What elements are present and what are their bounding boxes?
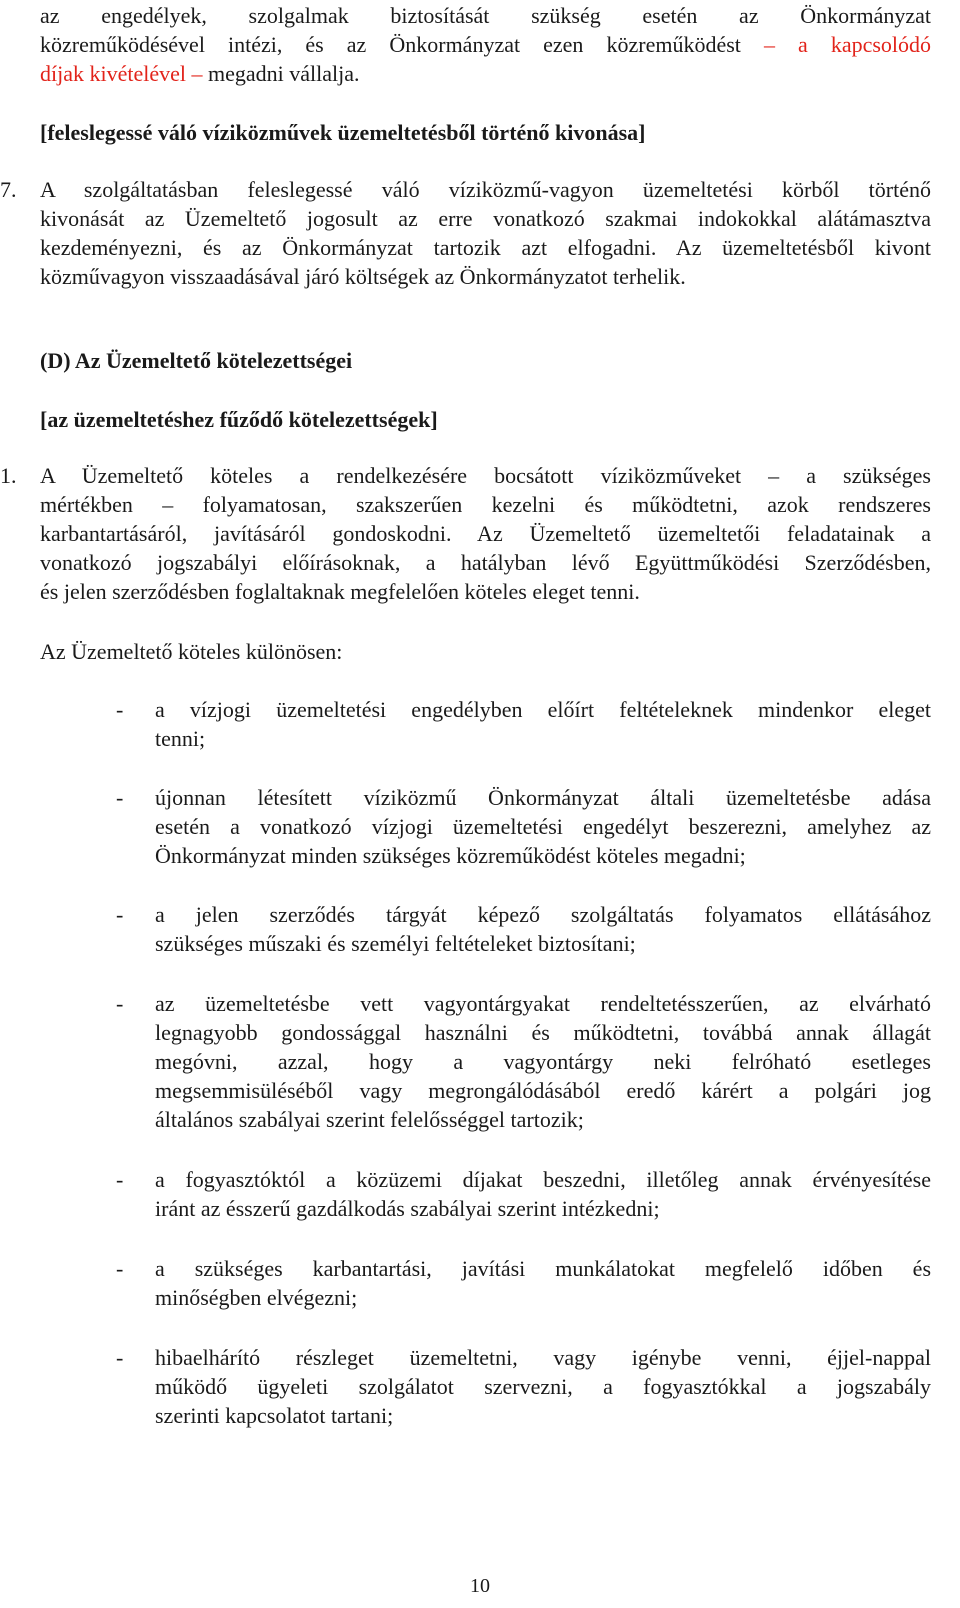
item-1-line-5: és jelen szerződésben foglaltaknak megfelelően köteles eleget tenni. [40, 579, 640, 604]
bullet-5-dash: - [116, 1167, 124, 1192]
bullet-4-line-2: legnagyobb gondossággal használni és működtetni, továbbá annak állagát [155, 1020, 931, 1045]
page-number: 10 [470, 1575, 490, 1597]
bullet-3-line-1: a jelen szerződés tárgyát képező szolgáltatás folyamatos ellátásához [155, 902, 931, 927]
bullet-7-line-3: szerinti kapcsolatot tartani; [155, 1403, 394, 1428]
bullet-7-line-2: működő ügyeleti szolgálatot szervezni, a fogyasztókkal a jogszabály [155, 1374, 931, 1399]
item-7-line-2: kivonását az Üzemeltető jogosult az erre vonatkozó szakmai indokokkal alátámasztva [40, 206, 931, 231]
intro-line-2-text: közreműködésével intézi, és az Önkormányzat ezen közreműködést [40, 32, 741, 57]
bullet-3-dash: - [116, 902, 124, 927]
section-d-title: (D) Az Üzemeltető kötelezettségei [40, 348, 353, 373]
item-7-line-4: közművagyon visszaadásával járó költségek az Önkormányzatot terhelik. [40, 264, 686, 289]
intro-line-2-red-text: – a kapcsolódó [763, 32, 932, 57]
bullet-4-line-5: általános szabályai szerint felelősséggel tartozik; [155, 1107, 584, 1132]
bullet-6-line-1: a szükséges karbantartási, javítási munkálatokat megfelelő időben és [155, 1256, 931, 1281]
bullet-2-dash: - [116, 785, 124, 810]
bullet-2-line-1: újonnan létesített víziközmű Önkormányzat általi üzemeltetésbe adása [155, 785, 931, 810]
bullet-1-line-1: a vízjogi üzemeltetési engedélyben előírt feltételeknek mindenkor eleget [155, 697, 931, 722]
bullet-3-line-2: szükséges műszaki és személyi feltételeket biztosítani; [155, 931, 636, 956]
bullet-5-line-2: iránt az ésszerű gazdálkodás szabályai szerint intézkedni; [155, 1196, 660, 1221]
bullet-2-line-3: Önkormányzat minden szükséges közreműködést köteles megadni; [155, 843, 746, 868]
intro-line-3-text: megadni vállalja. [208, 61, 360, 86]
intro-line-3-red-text: díjak kivételével – [40, 61, 203, 86]
item-7-line-3: kezdeményezni, és az Önkormányzat tartozik azt elfogadni. Az üzemeltetésből kivont [40, 235, 931, 260]
bullet-4-line-3: megóvni, azzal, hogy a vagyontárgy neki felróható esetleges [155, 1049, 931, 1074]
bullet-5-line-1: a fogyasztóktól a közüzemi díjakat beszedni, illetőleg annak érvényesítése [155, 1167, 931, 1192]
heading-removal: [feleslegessé váló víziközművek üzemeltetésből történő kivonása] [40, 120, 646, 145]
item-1-number: 1. [0, 463, 17, 488]
item-7-number: 7. [0, 177, 17, 202]
bullet-6-dash: - [116, 1256, 124, 1281]
item-1-line-3: karbantartásáról, javításáról gondoskodni. Az Üzemeltető üzemeltetői feladatainak a [40, 521, 931, 546]
item-1-line-1: A Üzemeltető köteles a rendelkezésére bocsátott víziközműveket – a szükséges [40, 463, 931, 488]
bullet-4-line-1: az üzemeltetésbe vett vagyontárgyakat rendeltetésszerűen, az elvárható [155, 991, 931, 1016]
bullet-4-line-4: megsemmisüléséből vagy megrongálódásából eredő kárért a polgári jog [155, 1078, 931, 1103]
section-d-subtitle: [az üzemeltetéshez fűződő kötelezettségek] [40, 407, 438, 432]
bullet-7-line-1: hibaelhárító részleget üzemeltetni, vagy igénybe venni, éjjel-nappal [155, 1345, 931, 1370]
bullet-1-line-2: tenni; [155, 726, 206, 751]
bullet-6-line-2: minőségben elvégezni; [155, 1285, 358, 1310]
especially-intro: Az Üzemeltető köteles különösen: [40, 639, 343, 664]
item-1-line-2: mértékben – folyamatosan, szakszerűen kezelni és működtetni, azok rendszeres [40, 492, 931, 517]
bullet-7-dash: - [116, 1345, 124, 1370]
bullet-1-dash: - [116, 697, 124, 722]
bullet-4-dash: - [116, 991, 124, 1016]
intro-line-1: az engedélyek, szolgalmak biztosítását szükség esetén az Önkormányzat [40, 3, 931, 28]
bullet-2-line-2: esetén a vonatkozó vízjogi üzemeltetési engedélyt beszerezni, amelyhez az [155, 814, 931, 839]
item-7-line-1: A szolgáltatásban feleslegessé váló víziközmű-vagyon üzemeltetési körből történő [40, 177, 931, 202]
intro-line-3 [40, 59, 360, 88]
item-1-line-4: vonatkozó jogszabályi előírásoknak, a hatályban lévő Együttműködési Szerződésben, [40, 550, 931, 575]
intro-line-2 [40, 30, 931, 59]
